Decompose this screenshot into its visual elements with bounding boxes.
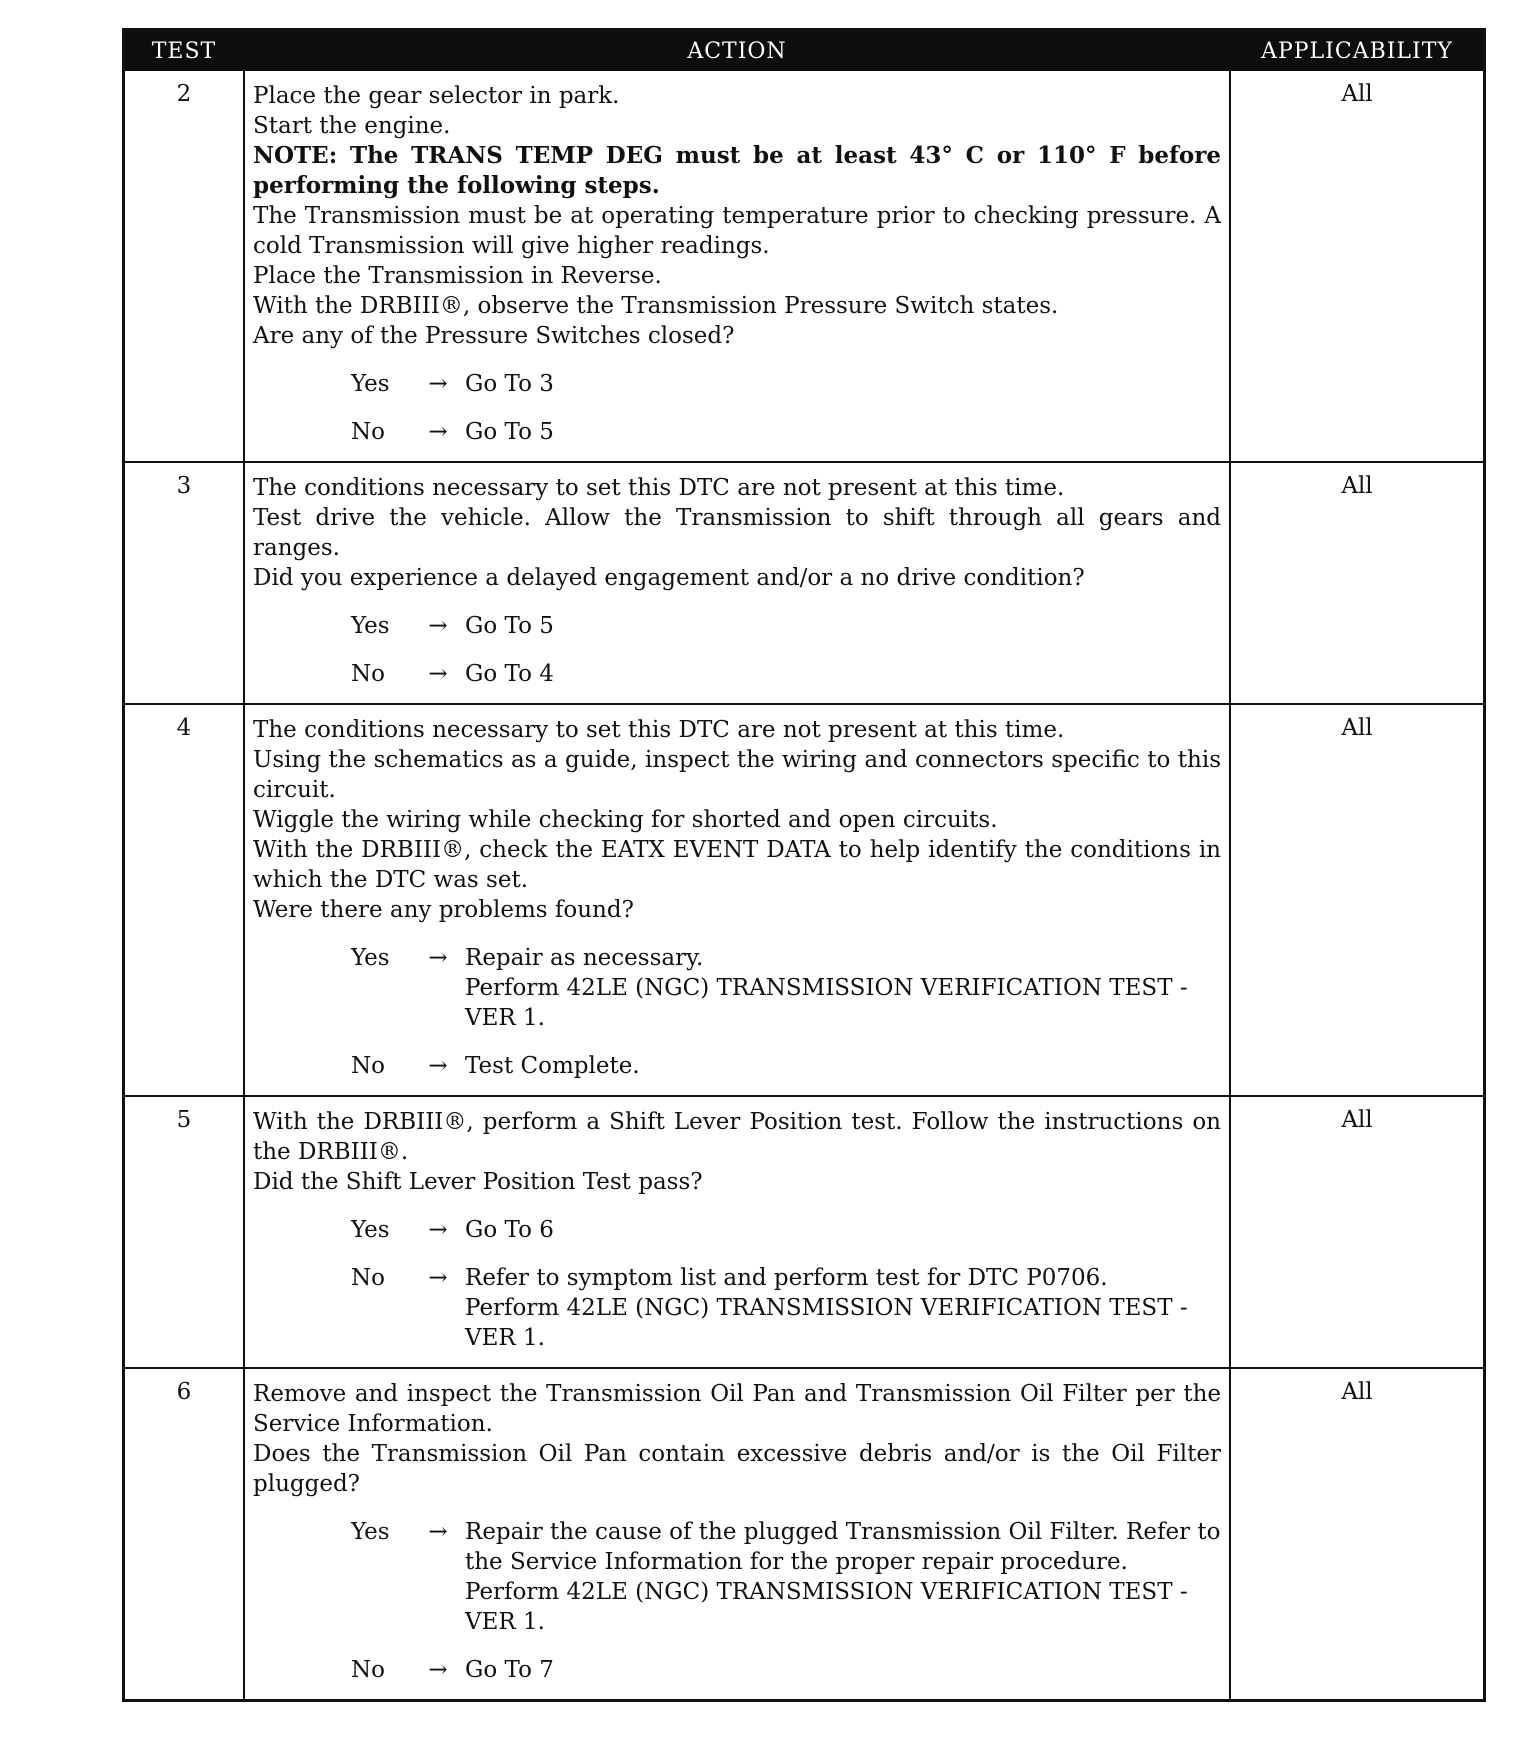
answer-result-line: Go To 7 [465, 1657, 554, 1683]
table-body [125, 71, 1483, 1699]
arrow-icon: → [428, 661, 448, 687]
answer-result [465, 1051, 1221, 1081]
action-cell [243, 1097, 1231, 1367]
action-line: With the DRBIII®, perform a Shift Lever Position test. Follow the instructions on the DRBIII®. [253, 1109, 1221, 1165]
answer-item [253, 1655, 1221, 1685]
answer-item [253, 1517, 1221, 1637]
answer-label: No [351, 1657, 385, 1683]
answer-result [465, 1655, 1221, 1685]
action-line: Using the schematics as a guide, inspect the wiring and connectors specific to this circuit. [253, 747, 1221, 803]
answer-label: Yes [351, 945, 390, 971]
action-line: Were there any problems found? [253, 897, 634, 923]
action-line: Remove and inspect the Transmission Oil Pan and Transmission Oil Filter per the Service Information. [253, 1381, 1221, 1437]
answer-list [253, 369, 1221, 447]
applicability-value: All [1341, 473, 1373, 499]
answer-result [465, 417, 1221, 447]
answer-result-line: Go To 4 [465, 661, 554, 687]
answer-result-line: Perform 42LE (NGC) TRANSMISSION VERIFICATION TEST - VER 1. [465, 1295, 1188, 1351]
table-row [125, 1367, 1483, 1699]
answer-item [253, 1051, 1221, 1081]
action-line: Place the Transmission in Reverse. [253, 263, 662, 289]
answer-result-line: Go To 5 [465, 613, 554, 639]
action-line: Are any of the Pressure Switches closed? [253, 323, 735, 349]
test-number: 4 [176, 715, 192, 741]
answer-result-line: Go To 6 [465, 1217, 554, 1243]
action-line: With the DRBIII®, check the EATX EVENT DATA to help identify the conditions in which the DTC was set. [253, 837, 1221, 893]
action-line: Does the Transmission Oil Pan contain excessive debris and/or is the Oil Filter plugged? [253, 1441, 1221, 1497]
answer-item [253, 659, 1221, 689]
test-number: 2 [176, 81, 192, 107]
answer-item [253, 943, 1221, 1033]
action-cell [243, 463, 1231, 703]
answer-result [465, 943, 1221, 1033]
answer-result [465, 1517, 1221, 1637]
answer-label: Yes [351, 1217, 390, 1243]
answer-list [253, 943, 1221, 1081]
answer-label: No [351, 419, 385, 445]
action-line: Did you experience a delayed engagement and/or a no drive condition? [253, 565, 1085, 591]
action-cell [243, 71, 1231, 461]
applicability-value: All [1341, 81, 1373, 107]
header-applicability: APPLICABILITY [1261, 38, 1453, 64]
answer-list [253, 1215, 1221, 1353]
header-test: TEST [151, 38, 217, 64]
answer-result-line: Perform 42LE (NGC) TRANSMISSION VERIFICATION TEST - VER 1. [465, 1579, 1188, 1635]
answer-result [465, 369, 1221, 399]
applicability-value: All [1341, 715, 1373, 741]
answer-item [253, 1215, 1221, 1245]
table-header [125, 31, 1483, 71]
answer-label: Yes [351, 371, 390, 397]
answer-result-line: Go To 3 [465, 371, 554, 397]
answer-label: No [351, 661, 385, 687]
arrow-icon: → [428, 419, 448, 445]
answer-result-line: Perform 42LE (NGC) TRANSMISSION VERIFICATION TEST - VER 1. [465, 975, 1188, 1031]
action-line: Test drive the vehicle. Allow the Transmission to shift through all gears and ranges. [253, 505, 1221, 561]
action-line: With the DRBIII®, observe the Transmission Pressure Switch states. [253, 293, 1059, 319]
arrow-icon: → [428, 1053, 448, 1079]
table-row [125, 461, 1483, 703]
arrow-icon: → [428, 1265, 448, 1291]
arrow-icon: → [428, 371, 448, 397]
test-number: 6 [176, 1379, 192, 1405]
action-line: The conditions necessary to set this DTC are not present at this time. [253, 475, 1065, 501]
action-cell [243, 1369, 1231, 1699]
answer-result-line: Refer to symptom list and perform test for DTC P0706. [465, 1265, 1108, 1291]
test-number: 5 [176, 1107, 192, 1133]
answer-result-line: Repair the cause of the plugged Transmission Oil Filter. Refer to the Service Information for the proper repair procedure. [465, 1519, 1221, 1575]
action-line: The Transmission must be at operating temperature prior to checking pressure. A cold Transmission will give higher readings. [253, 203, 1221, 259]
arrow-icon: → [428, 1657, 448, 1683]
answer-result-line: Test Complete. [465, 1053, 640, 1079]
arrow-icon: → [428, 1217, 448, 1243]
answer-result [465, 659, 1221, 689]
answer-label: Yes [351, 613, 390, 639]
answer-label: Yes [351, 1519, 390, 1545]
action-line: Did the Shift Lever Position Test pass? [253, 1169, 703, 1195]
answer-item [253, 417, 1221, 447]
action-cell [243, 705, 1231, 1095]
answer-label: No [351, 1053, 385, 1079]
applicability-value: All [1341, 1107, 1373, 1133]
test-number: 3 [176, 473, 192, 499]
arrow-icon: → [428, 613, 448, 639]
arrow-icon: → [428, 945, 448, 971]
answer-label: No [351, 1265, 385, 1291]
action-line: Place the gear selector in park. [253, 83, 620, 109]
action-note: NOTE: The TRANS TEMP DEG must be at least 43° C or 110° F before performing the following steps. [253, 142, 1221, 199]
table-row [125, 1095, 1483, 1367]
table-row [125, 703, 1483, 1095]
answer-result-line: Repair as necessary. [465, 945, 704, 971]
answer-result [465, 1215, 1221, 1245]
diagnostic-test-table [122, 28, 1486, 1702]
answer-result [465, 1263, 1221, 1353]
applicability-value: All [1341, 1379, 1373, 1405]
action-line: Wiggle the wiring while checking for shorted and open circuits. [253, 807, 998, 833]
arrow-icon: → [428, 1519, 448, 1545]
answer-list [253, 1517, 1221, 1685]
action-line: Start the engine. [253, 113, 451, 139]
table-row [125, 71, 1483, 461]
answer-list [253, 611, 1221, 689]
answer-item [253, 1263, 1221, 1353]
answer-item [253, 369, 1221, 399]
header-action: ACTION [687, 38, 787, 64]
answer-result [465, 611, 1221, 641]
answer-item [253, 611, 1221, 641]
answer-result-line: Go To 5 [465, 419, 554, 445]
action-line: The conditions necessary to set this DTC are not present at this time. [253, 717, 1065, 743]
